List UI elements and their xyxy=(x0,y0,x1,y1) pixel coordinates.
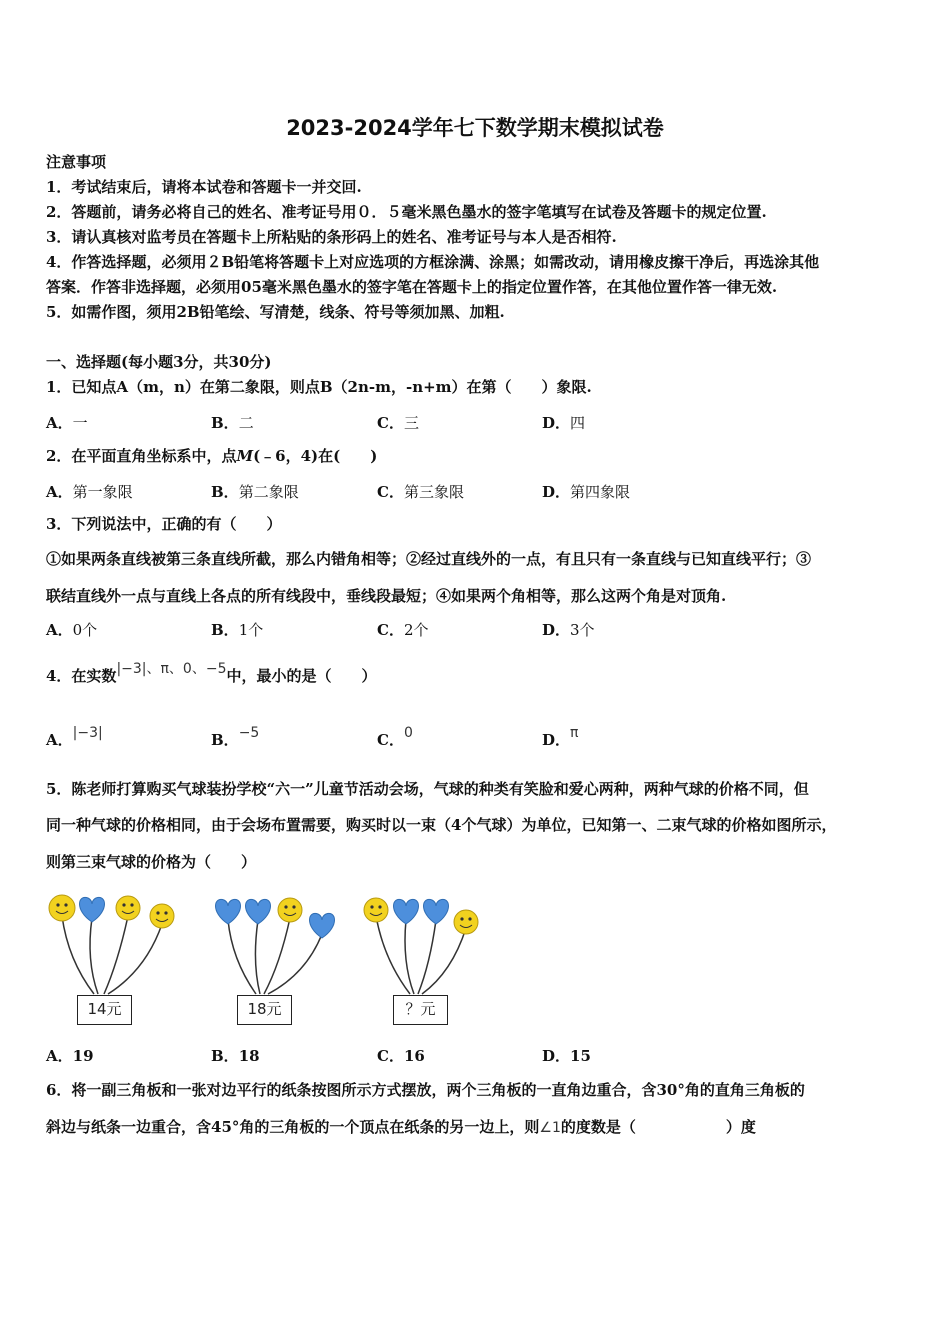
smile-balloon xyxy=(116,896,140,920)
q3-option-a: A．0个 xyxy=(46,621,98,639)
q1-option-a: A．一 xyxy=(46,414,88,432)
price-box-3: ？元 xyxy=(393,995,448,1025)
q1-option-d: D．四 xyxy=(542,414,586,432)
q2-option-b: B．第二象限 xyxy=(211,483,299,501)
heart-balloon xyxy=(80,897,105,922)
q4-math-list: |−3|、π、0、−5 xyxy=(116,661,227,677)
question-5-stem: 5．陈老师打算购买气球装扮学校“六一”儿童节活动会场，气球的种类有笑脸和爱心两种，两种气球的价格不同，但 xyxy=(46,780,809,798)
notice-item: 3．请认真核对监考员在答题卡上所粘贴的条形码上的姓名、准考证号与本人是否相符. xyxy=(46,228,617,246)
notice-item: 5．如需作图，须用2B铅笔绘、写清楚，线条、符号等须加黑、加粗. xyxy=(46,303,505,321)
notice-item: 1．考试结束后，请将本试卷和答题卡一并交回. xyxy=(46,178,362,196)
heart-balloon xyxy=(310,913,335,938)
q5-option-b: B．18 xyxy=(211,1047,260,1065)
q1-option-b: B．二 xyxy=(211,414,254,432)
smile-balloon xyxy=(150,904,174,928)
q4-option-b: B．−5 xyxy=(211,725,260,749)
notice-item: 答案．作答非选择题，必须用05毫米黑色墨水的签字笔在答题卡上的指定位置作答，在其他位置作答一律无效. xyxy=(46,278,778,296)
q5-option-d: D．15 xyxy=(542,1047,591,1065)
notice-item: 2．答题前，请务必将自己的姓名、准考证号用０．５毫米黑色墨水的签字笔填写在试卷及答题卡的规定位置. xyxy=(46,203,767,221)
angle-1-symbol: ∠1 xyxy=(539,1120,561,1136)
q3-option-c: C．2个 xyxy=(377,621,429,639)
balloon-bundle-2-drawing xyxy=(206,890,346,1000)
q3-option-b: B．1个 xyxy=(211,621,264,639)
q1-option-c: C．三 xyxy=(377,414,419,432)
question-1-stem: 1．已知点A（m，n）在第二象限，则点B（2n-m，-n+m）在第（ ）象限. xyxy=(46,378,592,396)
smile-balloon xyxy=(364,898,388,922)
notice-heading: 注意事项 xyxy=(46,153,107,171)
smile-balloon xyxy=(454,910,478,934)
q2-option-d: D．第四象限 xyxy=(542,483,631,501)
q5-option-c: C．16 xyxy=(377,1047,425,1065)
point-m-var: M xyxy=(236,447,254,465)
heart-balloon xyxy=(394,899,419,924)
section-heading: 一、选择题(每小题3分，共30分) xyxy=(46,353,272,371)
question-5-stem: 同一种气球的价格相同，由于会场布置需要，购买时以一束（4个气球）为单位，已知第一、二束气球的价格如图所示， xyxy=(46,816,837,834)
question-2-stem: 2．在平面直角坐标系中，点M(﹣6，4)在( ) xyxy=(46,447,378,465)
question-6-stem: 6．将一副三角板和一张对边平行的纸条按图所示方式摆放，两个三角板的一直角边重合，含30°角的直角三角板的 xyxy=(46,1081,805,1099)
q5-option-a: A．19 xyxy=(46,1047,94,1065)
question-6-stem: 斜边与纸条一边重合，含45°角的三角板的一个顶点在纸条的另一边上，则∠1的度数是（ ）度 xyxy=(46,1118,756,1136)
balloon-bundle-1-drawing xyxy=(46,890,186,1000)
price-box-1: 14元 xyxy=(77,995,132,1025)
question-4-stem: 4．在实数|−3|、π、0、−5中，最小的是（ ） xyxy=(46,661,377,685)
q2-option-a: A．第一象限 xyxy=(46,483,133,501)
q4-option-c: C．0 xyxy=(377,725,413,749)
heart-balloon xyxy=(246,899,271,924)
smile-balloon xyxy=(49,895,75,921)
question-5-stem: 则第三束气球的价格为（ ） xyxy=(46,853,257,871)
q2-option-c: C．第三象限 xyxy=(377,483,464,501)
price-box-2: 18元 xyxy=(237,995,292,1025)
q3-option-d: D．3个 xyxy=(542,621,595,639)
smile-balloon xyxy=(278,898,302,922)
question-3-statements: ①如果两条直线被第三条直线所截，那么内错角相等；②经过直线外的一点，有且只有一条直线与已知直线平行；③ xyxy=(46,550,812,568)
question-3-statements: 联结直线外一点与直线上各点的所有线段中，垂线段最短；④如果两个角相等，那么这两个角是对顶角. xyxy=(46,587,727,605)
balloon-bundle-3-drawing xyxy=(360,890,500,1000)
q4-option-a: A．|−3| xyxy=(46,725,103,749)
heart-balloon xyxy=(424,899,449,924)
page-title: 2023-2024学年七下数学期末模拟试卷 xyxy=(286,116,664,140)
q4-option-d: D．π xyxy=(542,725,579,749)
heart-balloon xyxy=(216,899,241,924)
question-3-stem: 3．下列说法中，正确的有（ ） xyxy=(46,515,282,533)
notice-item: 4．作答选择题，必须用２B铅笔将答题卡上对应选项的方框涂满、涂黑；如需改动，请用橡皮擦干净后，再选涂其他 xyxy=(46,253,820,271)
